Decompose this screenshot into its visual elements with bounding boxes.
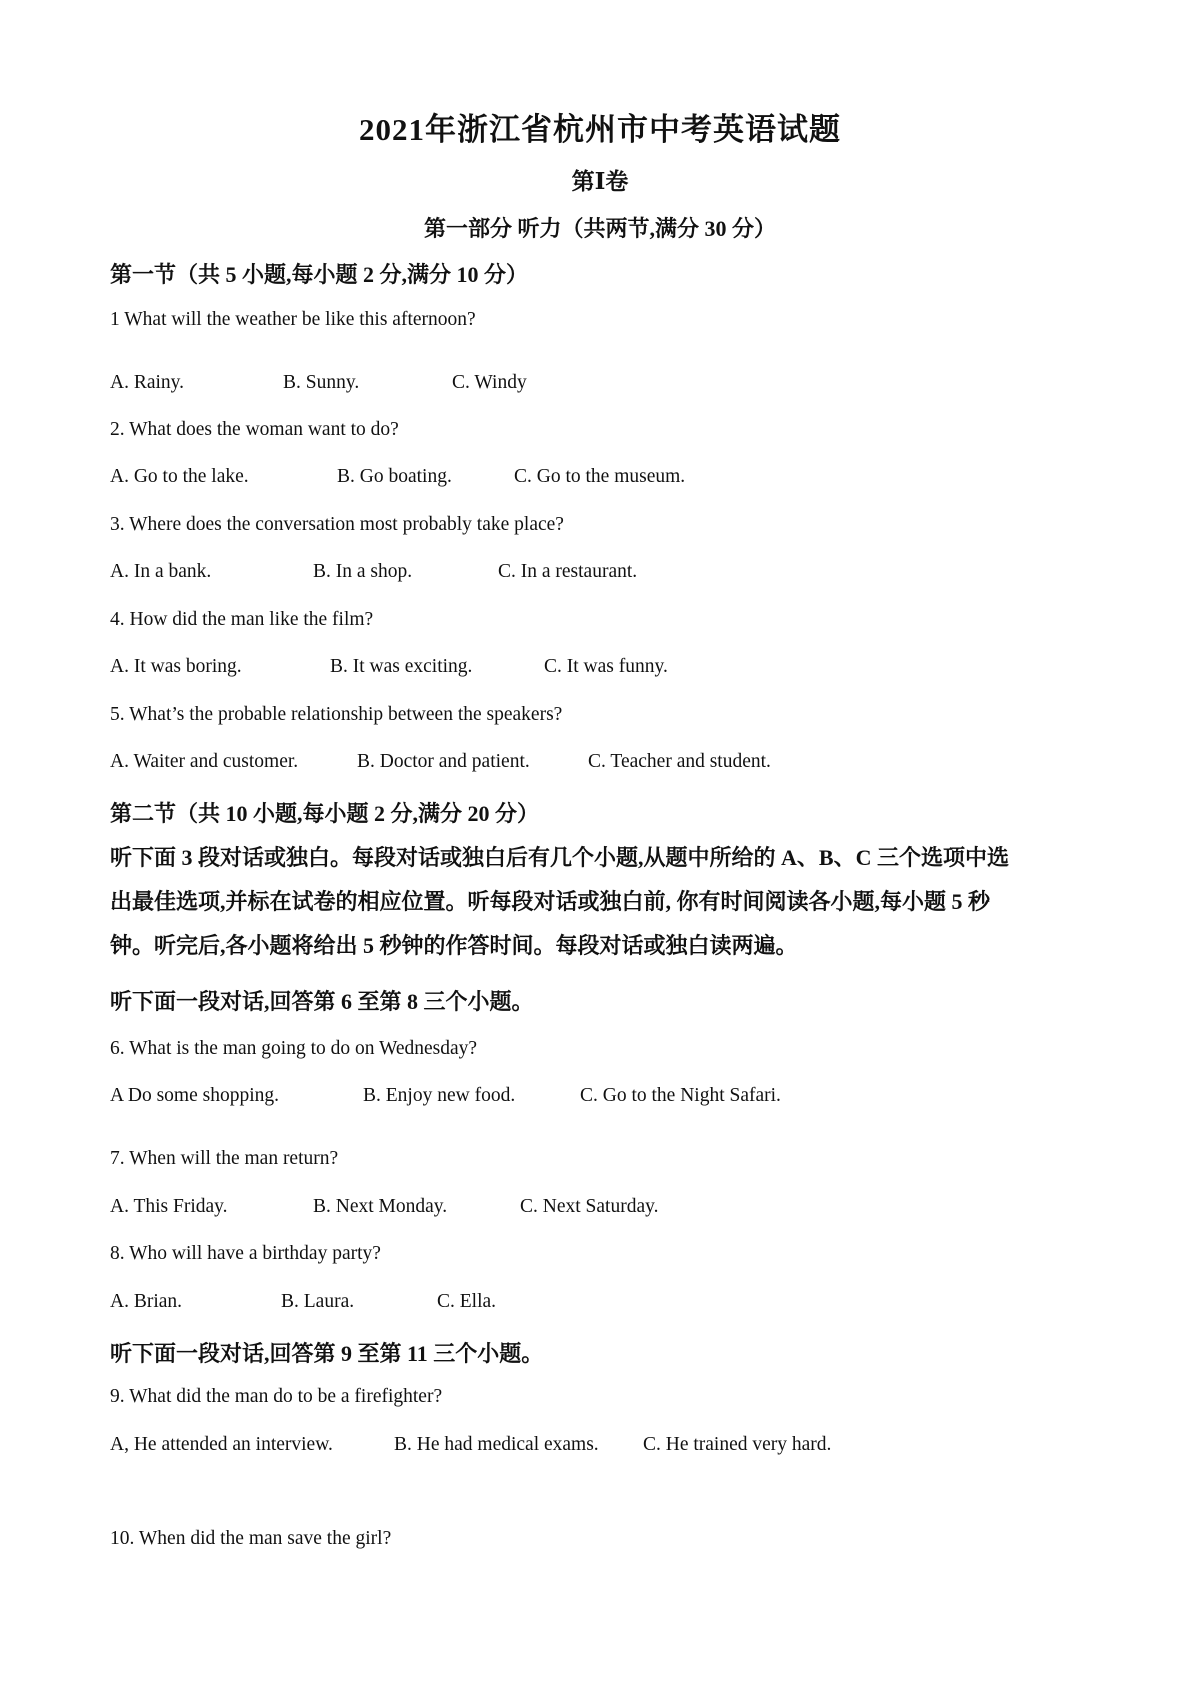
question-text: 1 What will the weather be like this afternoon? bbox=[110, 309, 476, 330]
option-a: A. Go to the lake. bbox=[110, 466, 249, 487]
option-c: C. Go to the museum. bbox=[514, 466, 686, 487]
dialog-heading: 听下面一段对话,回答第 6 至第 8 三个小题。 bbox=[110, 989, 534, 1014]
option-a: A. In a bank. bbox=[110, 561, 212, 582]
section-heading: 第一节（共 5 小题,每小题 2 分,满分 10 分） bbox=[110, 262, 529, 287]
option-a: A. This Friday. bbox=[110, 1196, 228, 1217]
option-a: A. Rainy. bbox=[110, 372, 185, 393]
instructions-line: 听下面 3 段对话或独白。每段对话或独白后有几个小题,从题中所给的 A、B、C 三个选项中选 bbox=[110, 845, 1009, 870]
question-text: 6. What is the man going to do on Wednesday? bbox=[110, 1038, 478, 1059]
option-b: B. Doctor and patient. bbox=[357, 751, 530, 772]
option-a: A Do some shopping. bbox=[110, 1085, 280, 1106]
option-a: A. It was boring. bbox=[110, 656, 242, 677]
volume-heading: 第Ⅰ卷 bbox=[571, 169, 629, 194]
option-a: A. Brian. bbox=[110, 1291, 183, 1312]
question-text: 3. Where does the conversation most probably take place? bbox=[110, 514, 564, 535]
option-a: A. Waiter and customer. bbox=[110, 751, 299, 772]
question-text: 5. What’s the probable relationship between the speakers? bbox=[110, 704, 563, 725]
option-c: C. It was funny. bbox=[544, 656, 668, 677]
page-title: 2021年浙江省杭州市中考英语试题 bbox=[359, 112, 841, 147]
option-b: B. Enjoy new food. bbox=[363, 1085, 516, 1106]
question-text: 10. When did the man save the girl? bbox=[110, 1528, 392, 1549]
option-c: C. Teacher and student. bbox=[588, 751, 771, 772]
option-c: C. In a restaurant. bbox=[498, 561, 638, 582]
option-c: C. Windy bbox=[452, 372, 527, 393]
option-b: B. Next Monday. bbox=[313, 1196, 448, 1217]
option-b: B. Sunny. bbox=[283, 372, 360, 393]
option-b: B. He had medical exams. bbox=[394, 1434, 599, 1455]
option-c: C. He trained very hard. bbox=[643, 1434, 832, 1455]
instructions-paragraph bbox=[110, 836, 1100, 968]
section-heading: 第二节（共 10 小题,每小题 2 分,满分 20 分） bbox=[110, 801, 540, 826]
option-b: B. In a shop. bbox=[313, 561, 413, 582]
instructions-line: 钟。听完后,各小题将给出 5 秒钟的作答时间。每段对话或独白读两遍。 bbox=[110, 933, 798, 958]
question-text: 2. What does the woman want to do? bbox=[110, 419, 399, 440]
part-heading: 第一部分 听力（共两节,满分 30 分） bbox=[423, 216, 776, 241]
question-text: 4. How did the man like the film? bbox=[110, 609, 374, 630]
question-text: 9. What did the man do to be a firefighter? bbox=[110, 1386, 443, 1407]
option-a: A, He attended an interview. bbox=[110, 1434, 333, 1455]
option-b: B. Go boating. bbox=[337, 466, 452, 487]
option-c: C. Ella. bbox=[437, 1291, 497, 1312]
dialog-heading: 听下面一段对话,回答第 9 至第 11 三个小题。 bbox=[110, 1341, 544, 1366]
option-c: C. Go to the Night Safari. bbox=[580, 1085, 781, 1106]
question-text: 7. When will the man return? bbox=[110, 1148, 339, 1169]
option-b: B. Laura. bbox=[281, 1291, 355, 1312]
option-b: B. It was exciting. bbox=[330, 656, 473, 677]
instructions-line: 出最佳选项,并标在试卷的相应位置。听每段对话或独白前, 你有时间阅读各小题,每小题 5 秒 bbox=[110, 889, 991, 914]
option-c: C. Next Saturday. bbox=[520, 1196, 659, 1217]
question-text: 8. Who will have a birthday party? bbox=[110, 1243, 381, 1264]
